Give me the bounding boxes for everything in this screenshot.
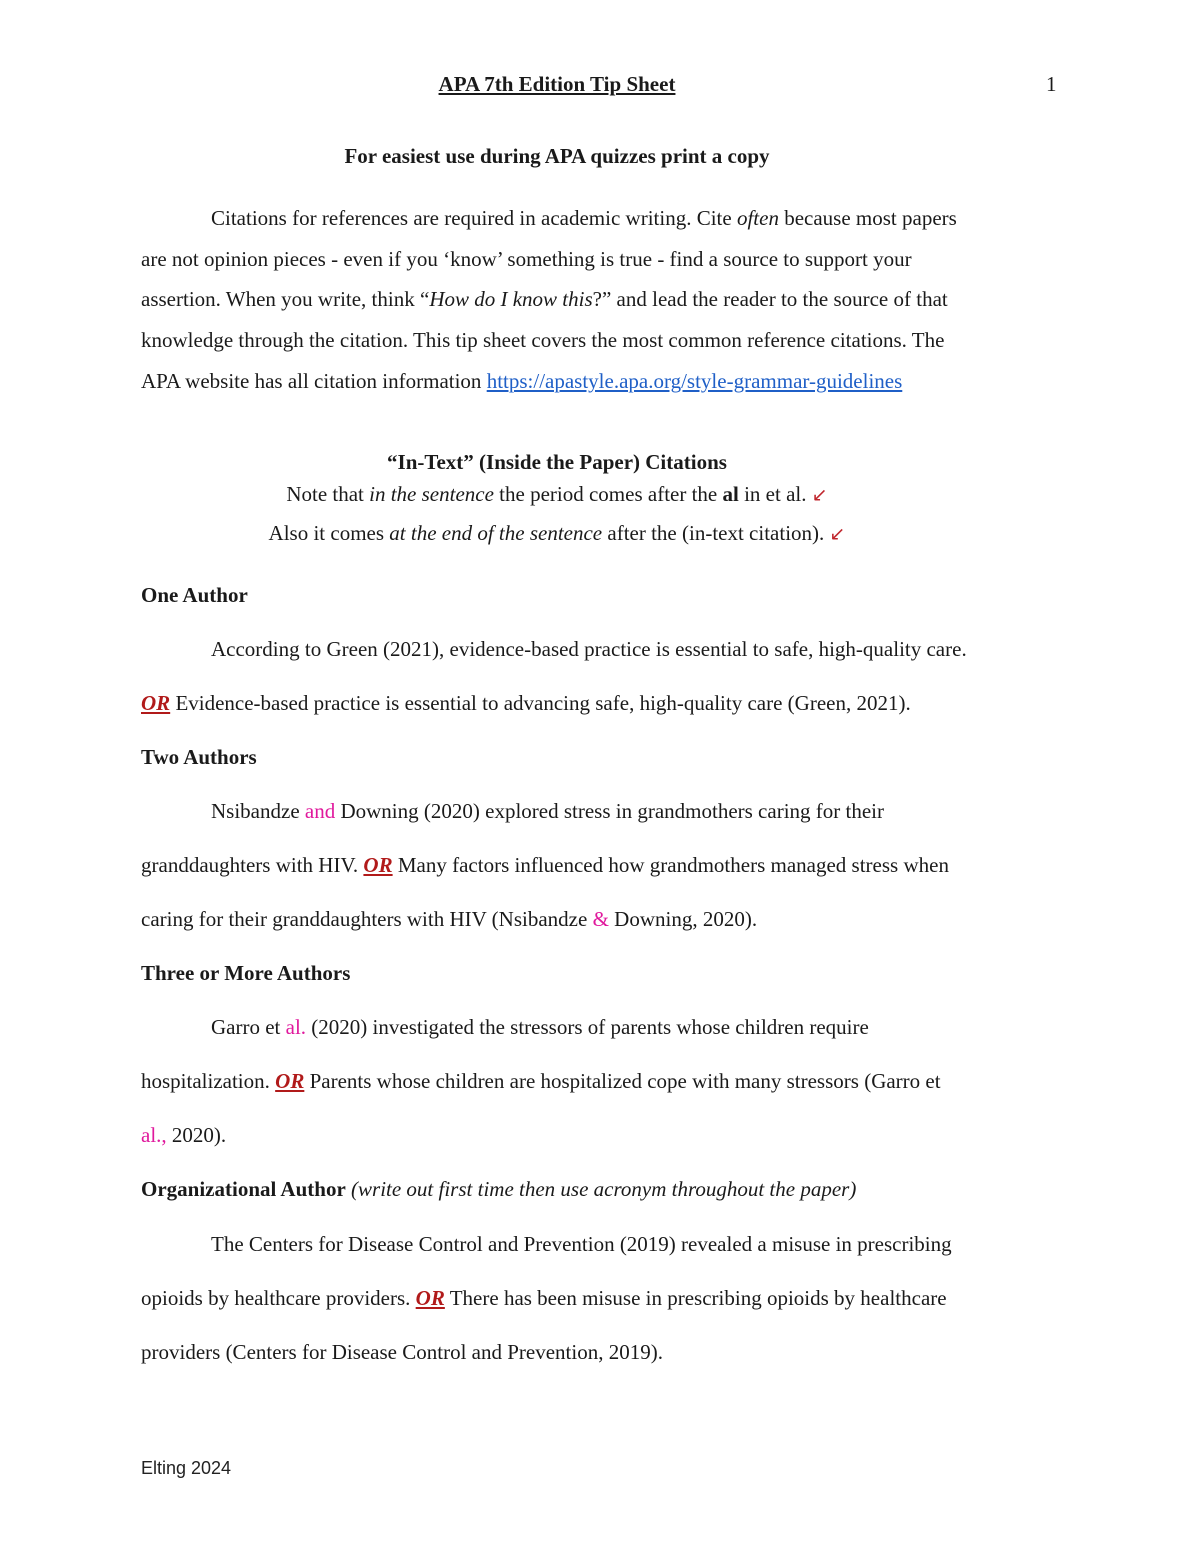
or-marker: OR <box>363 853 393 877</box>
intro-text: ?” and lead the reader to the source of that <box>592 287 948 311</box>
highlight-ampersand: & <box>592 907 609 931</box>
example-text: There has been misuse in prescribing opioids by healthcare <box>444 1286 947 1310</box>
intro-line-5 <box>141 369 902 394</box>
two-authors-line-2 <box>141 853 949 878</box>
note-text: Note that <box>286 482 370 506</box>
intro-question: How do I know this <box>429 287 593 311</box>
example-text: Nsibandze <box>211 799 305 823</box>
intro-text: assertion. When you write, think “ <box>141 287 430 311</box>
two-authors-line-1 <box>211 799 884 824</box>
note-text: in et al. <box>738 482 812 506</box>
apa-website-link[interactable]: https://apastyle.apa.org/style-grammar-guidelines <box>486 369 903 393</box>
intext-note-2 <box>0 521 1114 546</box>
org-author-line-2 <box>141 1286 947 1311</box>
example-text: Many factors influenced how grandmothers managed stress when <box>392 853 949 877</box>
org-author-heading: Organizational Author <box>141 1177 346 1201</box>
intext-heading: “In-Text” (Inside the Paper) Citations <box>387 450 727 474</box>
two-authors-heading: Two Authors <box>141 745 257 769</box>
highlight-al: al., <box>141 1123 167 1147</box>
highlight-al: al. <box>285 1015 307 1039</box>
highlight-and: and <box>304 799 336 823</box>
page-number: 1 <box>1046 72 1057 96</box>
or-marker: OR <box>275 1069 305 1093</box>
intro-line-3 <box>141 287 948 312</box>
example-text: granddaughters with HIV. <box>141 853 364 877</box>
intext-note-1 <box>0 482 1114 507</box>
or-marker: OR <box>415 1286 445 1310</box>
intro-line-4: knowledge through the citation. This tip sheet covers the most common reference citations. The <box>141 328 945 352</box>
org-author-line-3: providers (Centers for Disease Control and Prevention, 2019). <box>141 1340 663 1364</box>
example-text: Garro et <box>211 1015 286 1039</box>
page-header <box>0 72 1200 102</box>
intro-text: because most papers <box>778 206 957 230</box>
example-text: Parents whose children are hospitalized cope with many stressors (Garro et <box>304 1069 941 1093</box>
checkmark-icon: ↙ <box>811 484 828 506</box>
or-marker: OR <box>141 691 171 715</box>
example-text: Downing, 2020). <box>608 907 758 931</box>
one-author-heading: One Author <box>141 583 248 607</box>
checkmark-icon: ↙ <box>829 523 846 545</box>
example-text: 2020). <box>166 1123 227 1147</box>
note-emphasis: at the end of the sentence <box>389 521 603 545</box>
example-text: (2020) investigated the stressors of parents whose children require <box>306 1015 869 1039</box>
example-text: hospitalization. <box>141 1069 276 1093</box>
intro-text: Citations for references are required in academic writing. Cite <box>211 206 737 230</box>
note-text: the period comes after the <box>493 482 723 506</box>
header-title: APA 7th Edition Tip Sheet <box>438 72 676 96</box>
org-author-line-1: The Centers for Disease Control and Prevention (2019) revealed a misuse in prescribing <box>211 1232 952 1256</box>
subtitle: For easiest use during APA quizzes print a copy <box>344 144 770 168</box>
note-text: Also it comes <box>268 521 390 545</box>
note-text: after the (in-text citation). <box>602 521 830 545</box>
example-text: Downing (2020) explored stress in grandmothers caring for their <box>335 799 884 823</box>
one-author-line-2 <box>141 691 911 716</box>
page-footer: Elting 2024 <box>141 1458 232 1478</box>
note-emphasis: in the sentence <box>369 482 494 506</box>
example-text: opioids by healthcare providers. <box>141 1286 416 1310</box>
org-author-note: (write out first time then use acronym throughout the paper) <box>345 1177 857 1201</box>
note-bold: al <box>722 482 739 506</box>
three-authors-line-2 <box>141 1069 941 1094</box>
one-author-line-1: According to Green (2021), evidence-based practice is essential to safe, high-quality care. <box>211 637 967 661</box>
three-authors-line-1 <box>211 1015 869 1040</box>
three-authors-heading: Three or More Authors <box>141 961 351 985</box>
org-author-heading-line <box>141 1177 856 1202</box>
intro-text: APA website has all citation information <box>141 369 487 393</box>
intro-emphasis: often <box>736 206 779 230</box>
intro-line-2: are not opinion pieces - even if you ‘know’ something is true - find a source to support your <box>141 247 912 271</box>
two-authors-line-3 <box>141 907 757 932</box>
three-authors-line-3 <box>141 1123 226 1148</box>
intro-line-1 <box>211 206 957 231</box>
example-text: caring for their granddaughters with HIV (Nsibandze <box>141 907 593 931</box>
example-text: Evidence-based practice is essential to advancing safe, high-quality care (Green, 2021). <box>170 691 911 715</box>
